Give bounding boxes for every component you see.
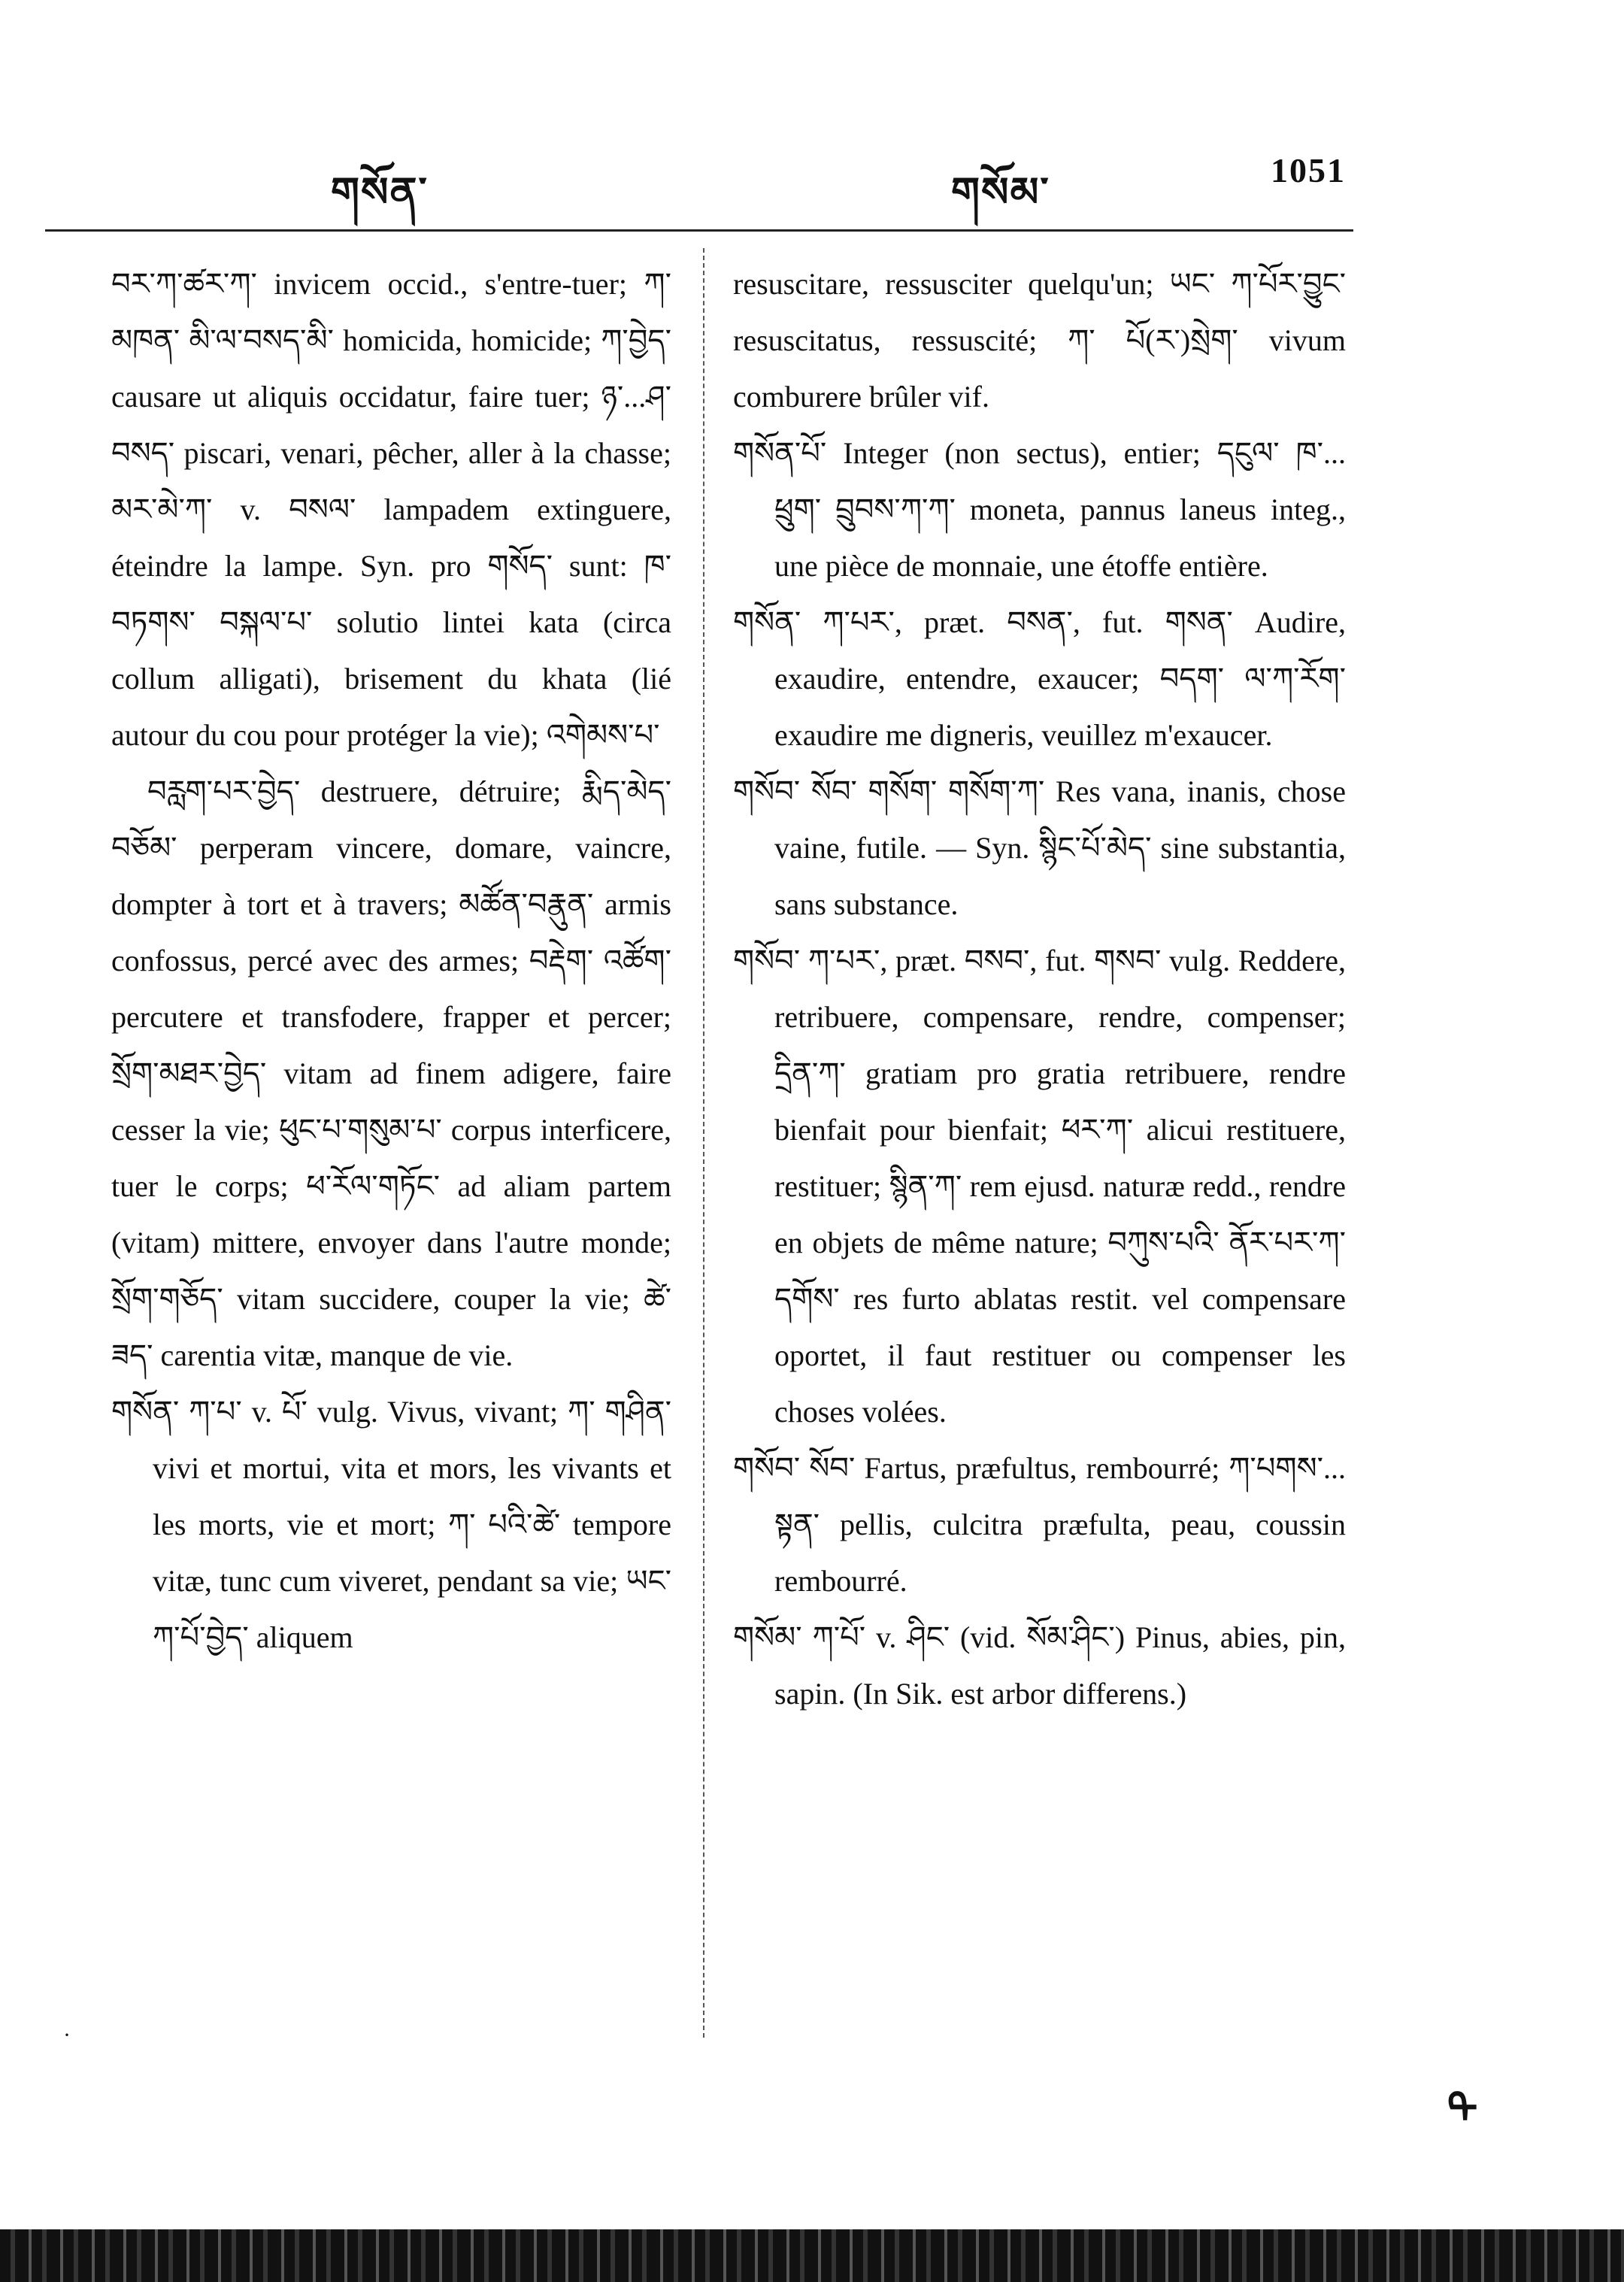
dictionary-entry: གསོབ་ སོབ་ Fartus, præfultus, rembourré; ཀ་པགས་... སྟན་ pellis, culcitra præfulta, peau, coussin rembourré. (733, 1451, 1346, 1598)
dictionary-entry: གསོན་པོ་ Integer (non sectus), entier; དངུལ་ ཁ་... ཕྲུག་ བྲུབས་ཀ་ཀ་ moneta, pannus laneus integ., une pièce de monnaie, une étoffe entière. (733, 436, 1346, 583)
left-paragraph: བརླག་པར་བྱེད་ destruere, détruire; རྨིད་མེད་བཅོམ་ perperam vincere, domare, vaincre, dompter à tort et à travers; མཚོན་བརྣུན་ armis confossus, percé avec des armes; བརྡེག་ འཚོག་ percutere et transfodere, frapper et percer; སྲོག་མཐར་བྱེད་ vitam ad finem adigere, faire cesser la vie; ཕུང་པ་གསུམ་པ་ corpus interficere, tuer le corps; ཕ་རོལ་གཏོང་ ad aliam partem (vitam) mittere, envoyer dans l'autre monde; སྲོག་གཅོད་ vitam succidere, couper la vie; ཚེ་ཟད་ carentia vitæ, manque de vie. (111, 774, 671, 1372)
right-running-head: གསོམ་ (951, 170, 1050, 215)
right-continuation: resuscitare, ressusciter quelqu'un; ཡང་ ཀ་པོར་བྱུང་ resuscitatus, ressuscité; ཀ་ པོ(ར་)སྲེག་ vivum comburere brûler vif. (733, 267, 1346, 414)
left-column (111, 256, 671, 1665)
dictionary-entry: གསོམ་ ཀ་པོ་ v. ཤིང་ (vid. སོམ་ཤིང་) Pinus, abies, pin, sapin. (In Sik. est arbor differens.) (733, 1620, 1346, 1711)
right-column (733, 256, 1346, 1722)
dictionary-entry: གསོན་ ཀ་པར་, præt. བསན་, fut. གསན་ Audire, exaudire, entendre, exaucer; བདག་ ལ་ཀ་རོག་ exaudire me digneris, veuillez m'exaucer. (733, 605, 1346, 752)
page-number: 1051 (1271, 151, 1346, 189)
dictionary-entry: གསོབ་ སོབ་ གསོག་ གསོག་ཀ་ Res vana, inanis, chose vaine, futile. — Syn. སྙིང་པོ་མེད་ sine substantia, sans substance. (733, 774, 1346, 921)
left-running-head: གསོན་ (331, 170, 429, 215)
left-paragraph: བར་ཀ་ཚར་ཀ་ invicem occid., s'entre-tuer; ཀ་མཁན་ མི་ལ་བསད་མི་ homicida, homicide; ཀ་བྱེད་ causare ut aliquis occidatur, faire tuer; ཉ་...ཤ་བསད་ piscari, venari, pêcher, aller à la chasse; མར་མེ་ཀ་ v. བསལ་ lampadem extinguere, éteindre la lampe. Syn. pro གསོད་ sunt: ཁ་བཏགས་ བསྐལ་པ་ solutio lintei kata (circa collum alligati), brisement du khata (lié autour du cou pour protéger la vie); འགེམས་པ་ (111, 267, 671, 752)
stray-mark: · (63, 2023, 71, 2047)
signature-mark: ᠲ (1447, 2087, 1478, 2132)
scan-edge-band (0, 2229, 1624, 2282)
column-divider (703, 248, 704, 2038)
dictionary-entry: གསོབ་ ཀ་པར་, præt. བསབ་, fut. གསབ་ vulg. Reddere, retribuere, compensare, rendre, compenser; དྲིན་ཀ་ gratiam pro gratia retribuere, rendre bienfait pour bienfait; ཕར་ཀ་ alicui restituere, restituer; སྙིན་ཀ་ rem ejusd. naturæ redd., rendre en objets de même nature; བཀུས་པའི་ ནོར་པར་ཀ་དགོས་ res furto ablatas restit. vel compensare oportet, il faut restituer ou compenser les choses volées. (733, 944, 1346, 1429)
header-rule (45, 229, 1353, 232)
dictionary-entry: གསོན་ ཀ་པ་ v. པོ་ vulg. Vivus, vivant; ཀ་ གཤིན་ vivi et mortui, vita et mors, les vivants et les morts, vie et mort; ཀ་ པའི་ཚེ་ tempore vitæ, tunc cum viveret, pendant sa vie; ཡང་ཀ་པོ་བྱེད་ aliquem (111, 1395, 671, 1654)
